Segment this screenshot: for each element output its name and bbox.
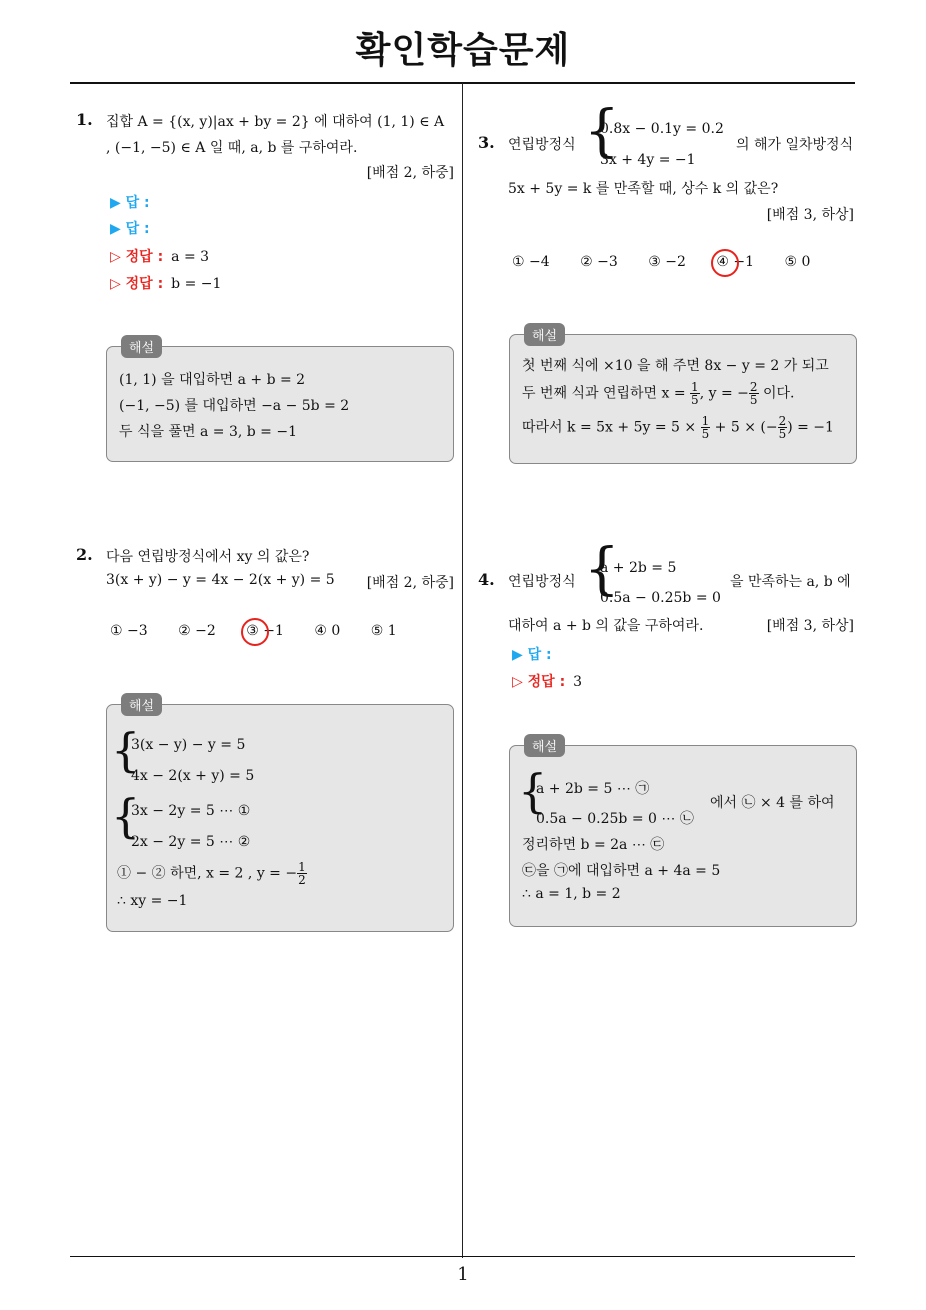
system-line: a + 2b = 5 ⋯ ㉠	[536, 781, 650, 797]
answer-label: ▶ 답 :	[512, 647, 552, 663]
correct-answer-line	[512, 671, 582, 691]
system-line: 3(x − y) − y = 5	[131, 737, 246, 753]
system-line: 3x + 4y = −1	[600, 152, 696, 168]
solution-line: ㉢을 ㉠에 대입하면 a + 4a = 5	[522, 863, 721, 879]
correct-answer-label: ▷ 정답 :	[110, 249, 164, 265]
brace-symbol: {	[584, 99, 620, 164]
system-line: a + 2b = 5	[600, 560, 677, 576]
choice-3[interactable]: ③ −2	[648, 254, 686, 270]
system-line: 0.5a − 0.25b = 0 ⋯ ㉡	[536, 811, 694, 827]
score-source: [배점 3, 하상]	[766, 618, 854, 634]
choice-4-correct[interactable]: ④ −1	[716, 254, 754, 270]
answer-label: ▶ 답 :	[110, 195, 150, 211]
score-source: [배점 2, 하중]	[366, 165, 454, 181]
solution-tag: 해설	[524, 323, 565, 346]
solution-line: ∴ xy = −1	[117, 893, 188, 909]
problem-number: 2.	[76, 545, 93, 564]
page-number: 1	[457, 1264, 469, 1285]
solution-line: 두 식을 풀면 a = 3, b = −1	[119, 424, 297, 440]
solution-line: ∴ a = 1, b = 2	[522, 886, 621, 902]
solution-tag: 해설	[121, 693, 162, 716]
solution-line: (1, 1) 을 대입하면 a + b = 2	[119, 372, 306, 388]
solution-box	[106, 341, 454, 462]
system-line: 2x − 2y = 5 ⋯ ②	[131, 834, 251, 850]
choice-3-correct[interactable]: ③ −1	[246, 623, 284, 639]
solution-tag: 해설	[524, 734, 565, 757]
answer-line	[110, 192, 158, 212]
solution-box	[509, 740, 857, 927]
choice-list	[512, 254, 836, 270]
brace-symbol: {	[111, 723, 141, 777]
choice-5[interactable]: ⑤ 0	[784, 254, 811, 270]
problem-number: 4.	[478, 570, 495, 589]
problem-text: 을 만족하는 a, b 에	[730, 574, 851, 590]
footer-rule	[70, 1256, 855, 1257]
problem-text: 대하여 a + b 의 값을 구하여라.	[508, 618, 704, 634]
correct-answer-label: ▷ 정답 :	[512, 674, 566, 690]
correct-answer-value: 3	[573, 674, 583, 690]
system-line: 0.5a − 0.25b = 0	[600, 590, 721, 606]
column-divider	[462, 83, 463, 1258]
problem-text: 연립방정식	[508, 137, 576, 153]
problem-equation: 3(x + y) − y = 4x − 2(x + y) = 5	[106, 572, 335, 588]
solution-line: 두 번째 식과 연립하면 x = $\frac{1}{5}$ , y = − $\frac{2}{5}$ 이다.	[522, 380, 795, 407]
score-source: [배점 2, 하중]	[366, 575, 454, 591]
solution-box	[509, 329, 857, 464]
choice-1[interactable]: ① −3	[110, 623, 148, 639]
correct-answer-label: ▷ 정답 :	[110, 276, 164, 292]
problem-text: 연립방정식	[508, 574, 576, 590]
problem-text: 5x + 5y = k 를 만족할 때, 상수 k 의 값은?	[508, 181, 779, 197]
solution-line: 따라서 k = 5x + 5y = 5 × $\frac{1}{5}$ + 5 × (− $\frac{2}{5}$ ) = −1	[522, 414, 834, 441]
correct-answer-value: b = −1	[171, 276, 222, 292]
solution-line: 정리하면 b = 2a ⋯ ㉢	[522, 837, 665, 853]
choice-1[interactable]: ① −4	[512, 254, 550, 270]
solution-box	[106, 699, 454, 932]
problem-text: 의 해가 일차방정식	[736, 137, 854, 153]
correct-answer-line	[110, 246, 209, 266]
system-line: 3x − 2y = 5 ⋯ ①	[131, 803, 251, 819]
choice-2[interactable]: ② −2	[178, 623, 216, 639]
choice-4[interactable]: ④ 0	[314, 623, 341, 639]
answer-line	[110, 218, 158, 238]
correct-mark-circle: ④	[716, 254, 729, 270]
correct-answer-value: a = 3	[171, 249, 210, 265]
problem-number: 1.	[76, 110, 93, 129]
solution-note: 에서 ㉡ × 4 를 하여	[710, 795, 835, 811]
solution-line: 첫 번째 식에 ×10 을 해 주면 8x − y = 2 가 되고	[522, 358, 829, 374]
system-line: 4x − 2(x + y) = 5	[131, 768, 255, 784]
brace-symbol: {	[584, 537, 620, 602]
solution-line: (−1, −5) 를 대입하면 −a − 5b = 2	[119, 398, 350, 414]
answer-line	[512, 644, 560, 664]
solution-tag: 해설	[121, 335, 162, 358]
page-title: 확인학습문제	[355, 30, 571, 71]
problem-text: 다음 연립방정식에서 xy 의 값은?	[106, 549, 310, 565]
problem-number: 3.	[478, 133, 495, 152]
problem-text: , (−1, −5) ∈ A 일 때, a, b 를 구하여라.	[106, 140, 358, 156]
brace-symbol: {	[111, 789, 141, 843]
brace-symbol: {	[518, 764, 548, 818]
correct-answer-line	[110, 273, 221, 293]
system-line: 0.8x − 0.1y = 0.2	[600, 121, 724, 137]
choice-2[interactable]: ② −3	[580, 254, 618, 270]
choice-5[interactable]: ⑤ 1	[370, 623, 397, 639]
choice-list	[110, 623, 423, 639]
problem-text: 집합 A = {(x, y)|ax + by = 2} 에 대하여 (1, 1) ∈ A	[106, 114, 445, 130]
answer-label: ▶ 답 :	[110, 221, 150, 237]
score-source: [배점 3, 하상]	[766, 207, 854, 223]
solution-line: ① − ② 하면, x = 2 , y = − $\frac{1}{2}$	[117, 860, 306, 887]
correct-mark-circle: ③	[246, 623, 259, 639]
